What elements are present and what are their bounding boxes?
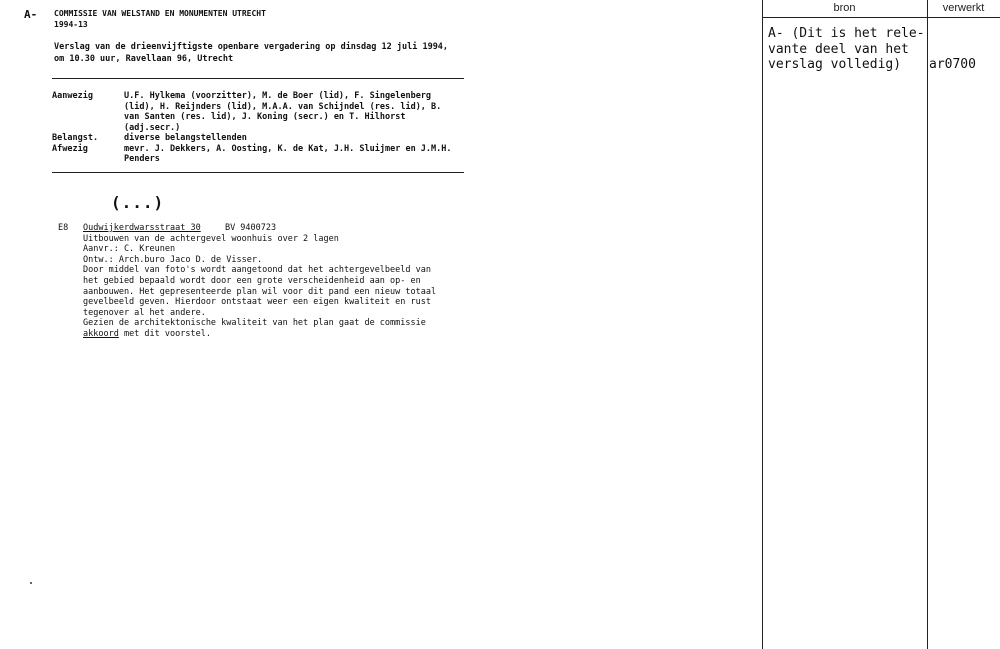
item-street: Oudwijkerdwarsstraat 30 — [83, 223, 201, 233]
decision-rest: met dit voorstel. — [118, 328, 211, 339]
item-body — [83, 223, 483, 340]
omission-ellipsis: (...) — [111, 193, 165, 212]
header-verwerkt: verwerkt — [942, 2, 985, 14]
attendance-label: Belangst. — [52, 133, 99, 143]
meeting-line-1: Verslag van de drieenvijftigste openbare vergadering op dinsdag 12 juli 1994, — [54, 42, 449, 52]
item-line: Uitbouwen van de achtergevel woonhuis over 2 lagen — [83, 233, 339, 244]
item-bv-number: BV 9400723 — [224, 223, 277, 233]
divider-top — [52, 78, 464, 79]
item-line: Aanvr.: C. Kreunen — [83, 244, 176, 255]
attendance-value: mevr. J. Dekkers, A. Oosting, K. de Kat, J.H. Sluijmer en J.M.H. Penders — [124, 143, 452, 164]
attendance-label: Aanwezig — [52, 91, 93, 101]
table-border-left — [762, 0, 763, 649]
header-bron: bron — [833, 2, 856, 14]
attendance-row-aanwezig — [52, 91, 464, 133]
table-column-divider — [927, 0, 928, 649]
meeting-line-2: om 10.30 uur, Ravellaan 96, Utrecht — [54, 54, 234, 64]
item-line: gevelbeeld geven. Hierdoor ontstaat weer een eigen kwaliteit en rust — [83, 297, 431, 308]
source-table — [762, 0, 1000, 649]
item-line: Ontw.: Arch.buro Jaco D. de Visser. — [83, 254, 263, 265]
scan-speck — [30, 582, 32, 584]
item-line: het gebied bepaald wordt door een grote verscheidenheid aan op- en — [83, 275, 421, 286]
attendance-value: U.F. Hylkema (voorzitter), M. de Boer (lid), F. Singelenberg (lid), H. Reijnders (lid), M.A.A. van Schijndel (res. lid), B. van Santen (res. lid), J. Koning (secr.) en T. Hilhorst (adj.secr.) — [124, 91, 442, 133]
meeting-description — [54, 41, 448, 65]
item-line: aanbouwen. Het gepresenteerde plan wil voor dit pand een nieuw totaal — [83, 286, 437, 297]
item-decision — [83, 329, 483, 340]
document-marker: A- — [24, 8, 38, 21]
item-line: tegenover al het andere. — [83, 307, 206, 318]
organization-header — [54, 8, 266, 30]
item-code: E8 — [58, 223, 69, 233]
verwerkt-cell: ar0700 — [929, 57, 976, 72]
organization-name: COMMISSIE VAN WELSTAND EN MONUMENTEN UTRECHT — [54, 9, 266, 18]
report-number: 1994-13 — [54, 20, 88, 29]
bron-cell: A- (Dit is het rele- vante deel van het verslag volledig) — [768, 26, 925, 72]
attendance-label: Afwezig — [52, 143, 88, 154]
attendance-block — [52, 91, 464, 165]
item-line: Door middel van foto's wordt aangetoond dat het achtergevelbeeld van — [83, 265, 431, 276]
attendance-row-afwezig — [52, 144, 464, 165]
attendance-row-belangst — [52, 133, 464, 144]
item-heading — [83, 223, 483, 234]
divider-bottom — [52, 172, 464, 173]
attendance-value: diverse belangstellenden — [124, 133, 247, 143]
table-header-rule — [762, 17, 1000, 18]
item-line: Gezien de architektonische kwaliteit van het plan gaat de commissie — [83, 318, 426, 329]
decision-word: akkoord — [83, 328, 119, 339]
